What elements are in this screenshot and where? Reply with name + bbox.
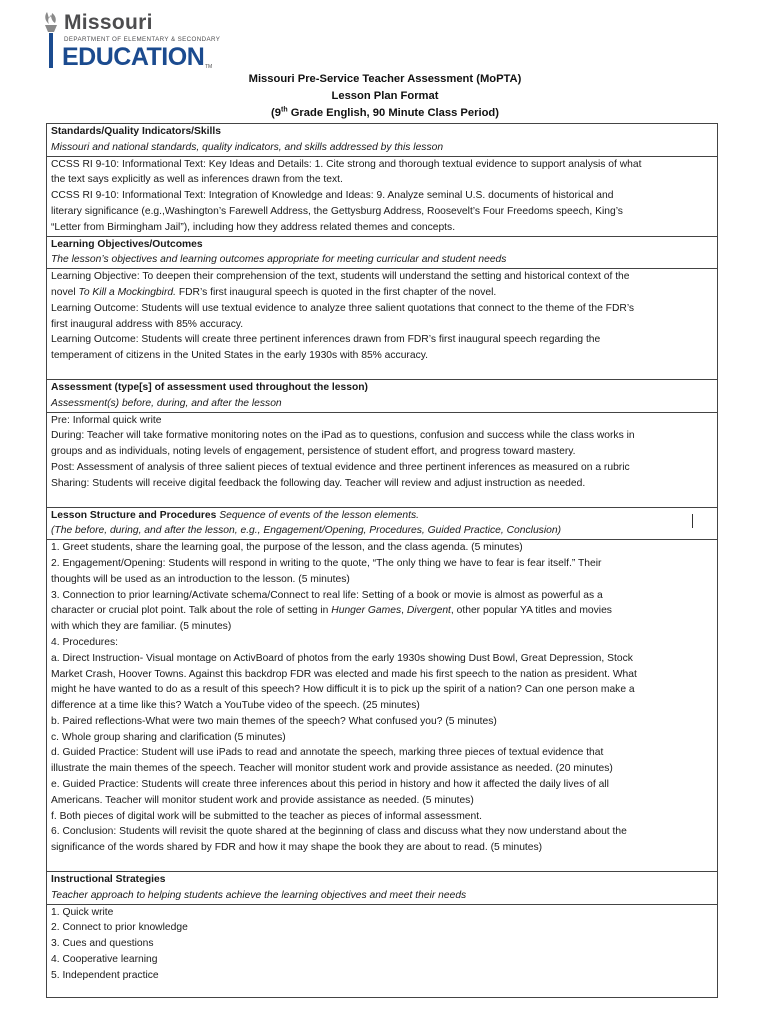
text-line: 6. Conclusion: Students will revisit the quote shared at the beginning of class and discuss what they now understand about the [51, 826, 627, 838]
torch-icon [40, 10, 62, 70]
structure-body [47, 539, 717, 871]
text-line: with which they are familiar. (5 minutes) [51, 621, 232, 633]
text-line: CCSS RI 9-10: Informational Text: Integration of Knowledge and Ideas: 9. Analyze seminal U.S. documents of historical and [51, 190, 614, 202]
objectives-body [47, 268, 717, 379]
objectives-section [47, 236, 717, 379]
text-line: literary significance (e.g.,Washington’s Farewell Address, the Gettysburg Address, Roosevelt’s Four Freedoms speech, King’s [51, 205, 623, 217]
text-line: During: Teacher will take formative monitoring notes on the iPad as to questions, confusion and success while the class works in [51, 430, 635, 442]
text-line: 2. Engagement/Opening: Students will respond in writing to the quote, “The only thing we have to fear is fear itself.” Their [51, 557, 602, 569]
text-line: Learning Objective: To deepen their comprehension of the text, students will understand the setting and historical context of the [51, 271, 630, 283]
logo-state-name: Missouri [64, 11, 153, 34]
text-line: f. Both pieces of digital work will be submitted to the teacher as pieces of informal assessment. [51, 810, 482, 822]
text-line: 2. Connect to prior knowledge [51, 922, 188, 934]
standards-body [47, 156, 717, 236]
document-subtitle: Lesson Plan Format [331, 90, 439, 102]
strategies-section [47, 871, 717, 984]
text-line: difference at a time like this? Watch a YouTube video of the speech. (25 minutes) [51, 700, 420, 712]
text-cursor [692, 514, 693, 528]
structure-section [47, 507, 717, 872]
logo-trademark: TM [205, 64, 213, 70]
standards-section [47, 124, 717, 236]
assessment-section [47, 379, 717, 507]
grade-line: (9th Grade English, 90 Minute Class Period) [271, 106, 499, 119]
text-line: “Letter from Birmingham Jail”), including how they address related themes and concepts. [51, 221, 456, 233]
text-line: a. Direct Instruction- Visual montage on ActivBoard of photos from the early 1930s showing Dust Bowl, Great Depression, Stock [51, 652, 633, 664]
text-line: character or crucial plot point. Talk about the role of setting in Hunger Games, Divergent, other popular YA titles and movies [51, 605, 612, 617]
text-line: d. Guided Practice: Student will use iPads to read and annotate the speech, marking three pieces of textual evidence that [51, 747, 604, 759]
strategies-header [47, 872, 717, 904]
text-line: temperament of citizens in the United States in the early 1930s with 85% accuracy. [51, 350, 428, 362]
section-subheading: Assessment(s) before, during, and after the lesson [51, 397, 282, 409]
text-line: Pre: Informal quick write [51, 414, 162, 426]
standards-header [47, 124, 717, 156]
text-line: illustrate the main themes of the speech. Teacher will monitor student work and provide assistance as needed. (20 minutes) [51, 763, 613, 775]
text-line: e. Guided Practice: Students will create three inferences about this period in history and how it affected the daily lives of all [51, 779, 609, 791]
text-line: novel To Kill a Mockingbird. FDR’s first inaugural speech is quoted in the first chapter of the novel. [51, 286, 497, 298]
section-heading: Instructional Strategies [51, 874, 166, 886]
text-line: significance of the words shared by FDR and how it may shape the book they are about to read. (5 minutes) [51, 842, 543, 854]
section-heading: Assessment (type[s] of assessment used throughout the lesson) [51, 381, 368, 393]
text-line: 4. Procedures: [51, 636, 118, 648]
section-subheading: (The before, during, and after the lesson, e.g., Engagement/Opening, Procedures, Guided Practice, Conclusion) [51, 525, 561, 537]
text-line: 5. Independent practice [51, 969, 159, 981]
text-line: Post: Assessment of analysis of three salient pieces of textual evidence and three pertinent inferences as measured on a rubric [51, 461, 630, 473]
text-line: Market Crash, Hoover Towns. Against this backdrop FDR was elected and made his first speech to the nation as president. What [51, 668, 637, 680]
text-line: the text says explicitly as well as inferences drawn from the text. [51, 174, 343, 186]
text-line: Learning Outcome: Students will create three pertinent inferences drawn from FDR’s first inaugural speech regarding the [51, 334, 601, 346]
section-heading: Standards/Quality Indicators/Skills [51, 126, 221, 137]
text-line: 1. Quick write [51, 906, 114, 918]
text-line: 4. Cooperative learning [51, 954, 158, 966]
text-line: 3. Cues and questions [51, 938, 154, 950]
strategies-body [47, 904, 717, 984]
section-heading: Lesson Structure and Procedures Sequence of events of the lesson elements. [51, 509, 420, 521]
document-title: Missouri Pre-Service Teacher Assessment (MoPTA) [248, 73, 522, 85]
text-line: first inaugural address with 85% accuracy. [51, 318, 244, 330]
document-title-block [150, 71, 620, 122]
novel-title: To Kill a Mockingbird. [78, 286, 176, 298]
structure-header [47, 508, 717, 540]
section-subheading: The lesson’s objectives and learning outcomes appropriate for meeting curricular and student needs [51, 254, 507, 266]
text-line: c. Whole group sharing and clarification (5 minutes) [51, 731, 286, 743]
section-subheading: Teacher approach to helping students achieve the learning objectives and meet their needs [51, 889, 467, 901]
assessment-body [47, 412, 717, 507]
logo-education: EDUCATION [62, 43, 205, 71]
text-line: Sharing: Students will receive digital feedback the following day. Teacher will review and adjust instruction as needed. [51, 477, 586, 489]
section-subheading: Missouri and national standards, quality indicators, and skills addressed by this lesson [51, 141, 444, 153]
text-line: might he have wanted to do as a result of this speech? How difficult it is to pick up the spirit of a nation? Can one person make a [51, 684, 635, 696]
lesson-plan-table [46, 123, 718, 998]
missouri-education-logo [40, 10, 220, 72]
text-line: 3. Connection to prior learning/Activate schema/Connect to real life: Setting of a book or movie is almost as powerful as a [51, 589, 603, 601]
text-line: groups and as individuals, noting levels of engagement, persistence of student effort, and progress toward mastery. [51, 446, 576, 458]
text-line: CCSS RI 9-10: Informational Text: Key Ideas and Details: 1. Cite strong and thorough textual evidence to support analysis of what [51, 158, 642, 170]
text-line: b. Paired reflections-What were two main themes of the speech? What confused you? (5 minutes) [51, 715, 497, 727]
section-heading: Learning Objectives/Outcomes [51, 238, 203, 250]
text-line: thoughts will be used as an introduction to the lesson. (5 minutes) [51, 573, 350, 585]
text-line: Learning Outcome: Students will use textual evidence to analyze three salient quotations that connect to the theme of the FDR’s [51, 302, 635, 314]
objectives-header [47, 237, 717, 269]
text-line: Americans. Teacher will monitor student work and provide assistance as needed. (5 minutes) [51, 794, 474, 806]
logo-department: DEPARTMENT OF ELEMENTARY & SECONDARY [64, 36, 221, 43]
assessment-header [47, 380, 717, 412]
text-line: 1. Greet students, share the learning goal, the purpose of the lesson, and the class agenda. (5 minutes) [51, 542, 523, 554]
